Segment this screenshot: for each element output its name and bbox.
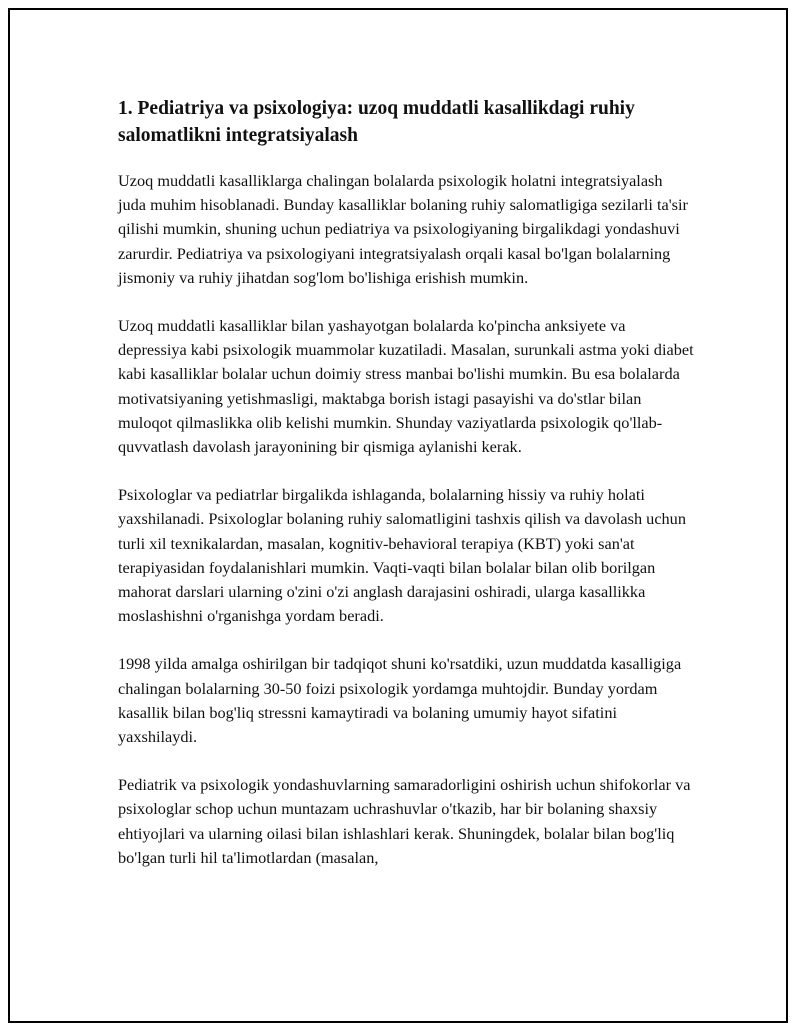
section-heading: 1. Pediatriya va psixologiya: uzoq muddatli kasallikdagi ruhiy salomatlikni integratsiyalash (118, 98, 635, 146)
paragraph-1: Uzoq muddatli kasalliklarga chalingan bolalarda psixologik holatni integratsiyalash juda muhim hisoblanadi. Bunday kasalliklar bolaning ruhiy salomatligiga sezilarli ta'sir qilishi mumkin, shuning uchun pediatriya va psixologiyaning birgalikdagi yondashuvi zarurdir. Pediatriya va psixologiyani integratsiyalash orqali kasal bo'lgan bolalarning jismoniy va ruhiy jihatdan sog'lom bo'lishiga erishish mumkin. (118, 171, 688, 287)
paragraph-4: 1998 yilda amalga oshirilgan bir tadqiqot shuni ko'rsatdiki, uzun muddatda kasalligiga chalingan bolalarning 30-50 foizi psixologik yordamga muhtojdir. Bunday yordam kasallik bilan bog'liq stressni kamaytiradi va bolaning umumiy hayot sifatini yaxshilaydi. (118, 654, 682, 747)
paragraph-3: Psixologlar va pediatrlar birgalikda ishlaganda, bolalarning hissiy va ruhiy holati yaxshilanadi. Psixologlar bolaning ruhiy salomatligini tashxis qilish va davolash uchun turli xil texnikalardan, masalan, kognitiv-behavioral terapiya (KBT) yoki san'at terapiyasidan foydalanishlari mumkin. Vaqti-vaqti bilan bolalar bilan olib borilgan mahorat darslari ularning o'zini o'zi anglash darajasini oshiradi, ularga kasallikka moslashishni o'rganishga yordam beradi. (118, 485, 686, 626)
page-frame (8, 8, 788, 1023)
document-body (118, 94, 694, 894)
paragraph-2: Uzoq muddatli kasalliklar bilan yashayotgan bolalarda ko'pincha anksiyete va depressiya kabi psixologik muammolar kuzatiladi. Masalan, surunkali astma yoki diabet kabi kasalliklar bolalar uchun doimiy stress manbai bo'lishi mumkin. Bu esa bolalarda motivatsiyaning yetishmasligi, maktabga borish istagi pasayishi va do'stlar bilan muloqot qilmaslikka olib kelishi mumkin. Shunday vaziyatlarda psixologik qo'llab-quvvatlash davolash jarayonining bir qismiga aylanishi kerak. (118, 316, 694, 457)
paragraph-5: Pediatrik va psixologik yondashuvlarning samaradorligini oshirish uchun shifokorlar va psixologlar schop uchun muntazam uchrashuvlar o'tkazib, har bir bolaning shaxsiy ehtiyojlari va ularning oilasi bilan ishlashlari kerak. Shuningdek, bolalar bilan bog'liq bo'lgan turli hil ta'limotlardan (masalan, (118, 775, 691, 867)
